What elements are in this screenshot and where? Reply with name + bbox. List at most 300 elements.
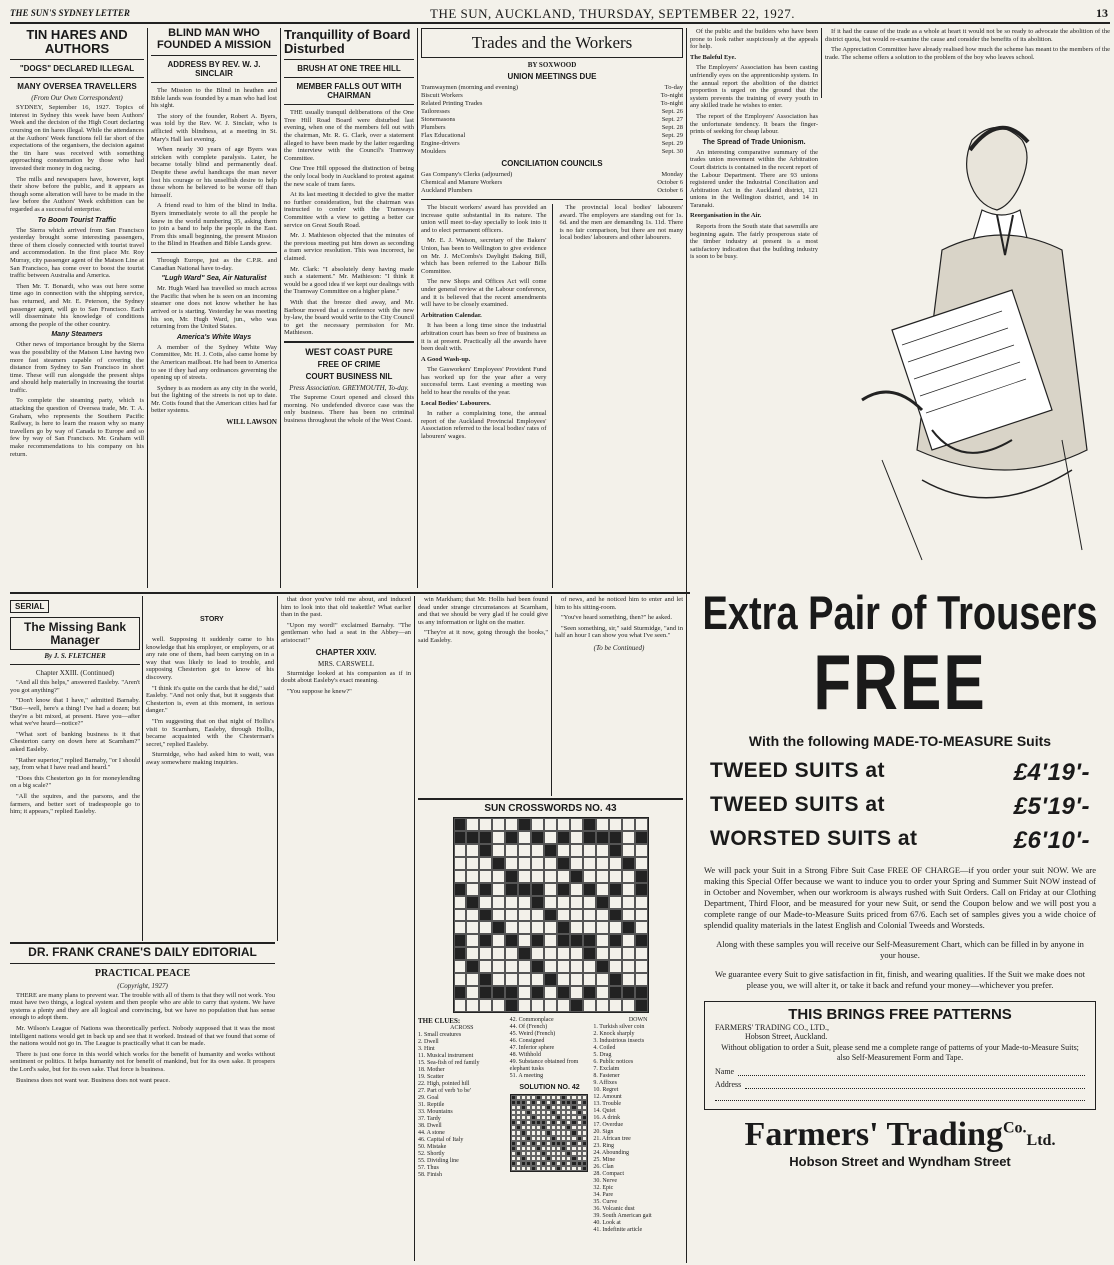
crossword-cell[interactable] [557, 818, 570, 831]
suit-name: WORSTED SUITS at [710, 827, 918, 850]
crossword-cell[interactable] [505, 973, 518, 986]
headline: Tranquillity of Board Disturbed [284, 28, 411, 56]
crossword-cell[interactable] [596, 921, 609, 934]
crossword-title: SUN CROSSWORDS NO. 43 [484, 803, 617, 814]
crossword-cell[interactable] [454, 844, 467, 857]
crossword-cell[interactable] [531, 921, 544, 934]
address-field[interactable]: Address [715, 1080, 1085, 1089]
subhead: America's White Ways [176, 333, 252, 341]
crossword-cell[interactable] [531, 857, 544, 870]
crossword-cell[interactable] [583, 999, 596, 1012]
crossword-cell[interactable] [583, 857, 596, 870]
paragraph: With that the breeze died away, and Mr. Barbour moved that a conference with the new by-law, the board would write to the City Council to get the necessary permission for Mr. Mathieson. [284, 298, 414, 337]
crossword-cell[interactable] [518, 986, 531, 999]
crossword-cell[interactable] [544, 870, 557, 883]
crossword-cell[interactable] [570, 857, 583, 870]
crossword-cell[interactable] [570, 947, 583, 960]
clue: 9. Affixes [593, 1080, 617, 1086]
crossword-cell[interactable] [609, 896, 622, 909]
crossword-cell [570, 934, 583, 947]
column-tag: THE SUN'S SYDNEY LETTER [10, 8, 130, 18]
crossword-cell[interactable] [544, 896, 557, 909]
crossword-cell[interactable] [557, 999, 570, 1012]
crossword-cell[interactable] [635, 909, 648, 922]
crossword-cell[interactable] [609, 999, 622, 1012]
crossword-cell [622, 857, 635, 870]
subhead: To Boom Tourist Traffic [37, 216, 117, 224]
crossword-cell [635, 870, 648, 883]
crossword-grid[interactable] [453, 817, 649, 1013]
crossword-cell[interactable] [570, 986, 583, 999]
crossword-cell[interactable] [466, 973, 479, 986]
row-date: To-day [664, 84, 683, 91]
crossword-cell[interactable] [596, 986, 609, 999]
crossword-cell [454, 818, 467, 831]
crossword-cell[interactable] [505, 960, 518, 973]
row-date: To-night [660, 92, 683, 99]
crossword-cell[interactable] [454, 999, 467, 1012]
crossword-cell [557, 934, 570, 947]
paragraph: SYDNEY, September 16, 1927. Topics of interest in Sydney this week have been Authors' Week and the decision of the High Court declaring coursing on tin hares illegal. While the attendances at the Authors' Week functions fell far short of the expectations of the organisers, the decision against the tin hare was received with something approaching consternation by those who had invested their money in dog racing. [10, 104, 144, 173]
crossword-cell[interactable] [518, 844, 531, 857]
crossword-cell[interactable] [466, 883, 479, 896]
crossword-cell[interactable] [492, 947, 505, 960]
crossword-cell[interactable] [505, 857, 518, 870]
crossword-cell[interactable] [492, 831, 505, 844]
crossword-cell[interactable] [505, 818, 518, 831]
crossword-cell[interactable] [596, 947, 609, 960]
crossword-cell[interactable] [635, 921, 648, 934]
clue: 19. Scatter [418, 1074, 444, 1080]
clue: 44. A stone [418, 1130, 445, 1136]
crossword-cell[interactable] [596, 870, 609, 883]
crossword-cell[interactable] [635, 896, 648, 909]
crossword-cell[interactable] [622, 870, 635, 883]
crossword-cell[interactable] [635, 857, 648, 870]
crossword-cell[interactable] [609, 960, 622, 973]
paragraph: The story of the founder, Robert A. Byers, was told by the Rev. W. J. Sinclair, who is afflicted with blindness, at a meeting in St. Mary's Hall last evening. [151, 112, 277, 143]
crossword-cell[interactable] [454, 973, 467, 986]
row-name: Moulders [421, 148, 446, 155]
crossword-cell[interactable] [583, 973, 596, 986]
article-apprentices [690, 28, 818, 388]
crossword-cell[interactable] [635, 960, 648, 973]
paragraph: Mr. Wilson's League of Nations was theoretically perfect. Nobody supposed that it was the most intelligent nations would get in back up and see that it worked. Instead of that we found that some of the nations would not go in. The League is practically what it can be made. [10, 1024, 275, 1048]
column-rule [414, 596, 415, 1261]
row-date: Sept. 28 [661, 124, 683, 131]
crossword-cell[interactable] [531, 818, 544, 831]
crossword-cell[interactable] [570, 896, 583, 909]
article-quota [825, 28, 1110, 98]
paragraph: Mr. Clark: "I absolutely deny having made such a statement." Mr. Mathieson: "I think it would be a good idea if we kept our dealings with the Tramway Committee on a higher plane." [284, 265, 414, 296]
brand-address: Hobson Street and Wyndham Street [789, 1154, 1011, 1169]
councils-list [421, 171, 683, 195]
crossword-cell[interactable] [557, 896, 570, 909]
suit-list [710, 759, 1090, 855]
crossword-cell[interactable] [505, 909, 518, 922]
chapter: Chapter XXIII. (Continued) [35, 669, 115, 678]
row-date: Sept. 30 [661, 148, 683, 155]
crossword-cell[interactable] [596, 883, 609, 896]
crossword-cell[interactable] [635, 818, 648, 831]
crossword-cell[interactable] [518, 999, 531, 1012]
to-be-continued: (To be Continued) [593, 643, 645, 652]
coupon[interactable] [704, 1001, 1096, 1110]
paragraph: One Tree Hill opposed the distinction of being the only local body in Auckland to protest against the new scale of tram fares. [284, 165, 414, 188]
paragraph: It has been a long time since the industrial arbitration court has been so free of business as it is at present. Practically all the awards have been dealt with. [421, 322, 547, 353]
paragraph: Mr. E. J. Watson, secretary of the Bakers' Union, has been to Wellington to give evidence on Mr. J. McCombs's Daylight Baking Bill, which has been referred to the Labour Bills Committee. [421, 237, 547, 275]
crossword-cell [544, 909, 557, 922]
crossword-cell[interactable] [479, 818, 492, 831]
crossword-cell[interactable] [492, 870, 505, 883]
crossword-cell[interactable] [492, 896, 505, 909]
crossword-cell[interactable] [583, 870, 596, 883]
crossword-cell [557, 921, 570, 934]
serial-col-5 [555, 596, 683, 796]
crossword-cell [505, 999, 518, 1012]
crossword-cell[interactable] [557, 973, 570, 986]
crossword-cell[interactable] [557, 947, 570, 960]
crossword-cell[interactable] [492, 973, 505, 986]
across-head: ACROSS [450, 1025, 474, 1031]
crossword-cell[interactable] [518, 909, 531, 922]
paragraph: The Employers' Association has been casting unfriendly eyes on the apprenticeship system. In the annual report the abolition of the district proportion is urged on the ground that the system prevents the training of every youth in any skilled trade he wishes to enter. [690, 64, 818, 110]
paragraph: "Don't know that I have," admitted Barnaby. "But—well, here's a thing! I've had a dozen; but they're a bit mixed, at present. Have you—after what we've heard—notice?" [10, 697, 140, 728]
subhead: MEMBER FALLS OUT WITH CHAIRMAN [296, 82, 402, 101]
crossword-cell[interactable] [492, 909, 505, 922]
paragraph: "You suppose he knew?" [287, 687, 352, 695]
crossword-cell [557, 883, 570, 896]
column-rule [277, 596, 278, 941]
crossword-cell [518, 947, 531, 960]
crossword-cell[interactable] [622, 896, 635, 909]
crossword-cell[interactable] [466, 986, 479, 999]
crossword-cell [531, 934, 544, 947]
ad-body: We will pack your Suit in a Strong Fibre Suit Case FREE OF CHARGE—if you order your suit NOW. We are making this Special Offer because we want to induce you to order your Spring and Summer Suit NOW instead of in October and November, when our workroom is always rushed with Suit Orders. Call on Friday at our Clothing Department, Third Floor, and be measured for your new Suit, or send the Coupon below and we will post you a complete range of our Made-to-Measure Suits priced from 67/6. Each set of samples gives you a wide choice of splendid quality materials in the latest English and Colonial Tweeds and Worsteds. [704, 865, 1096, 930]
clue: 55. Dividing line [418, 1158, 459, 1164]
crossword-cell[interactable] [622, 999, 635, 1012]
crossword-cell[interactable] [479, 947, 492, 960]
subhead: MANY OVERSEA TRAVELLERS [17, 82, 137, 92]
paragraph: "What sort of banking business is it that Chesterton carry on down here at Scarnham?" asked Easleby. [10, 730, 140, 753]
crossword-cell[interactable] [622, 934, 635, 947]
crossword-cell[interactable] [544, 818, 557, 831]
crossword-cell [466, 960, 479, 973]
crossword-cell[interactable] [466, 870, 479, 883]
solution-grid [510, 1094, 588, 1172]
row-name: Chemical and Manure Workers [421, 179, 503, 186]
crossword-cell[interactable] [479, 999, 492, 1012]
crossword-cell[interactable] [518, 921, 531, 934]
crossword-cell[interactable] [609, 947, 622, 960]
article-blind-mission [151, 28, 277, 588]
paragraph: of news, and he noticed him to enter and let him to his sitting-room. [555, 596, 683, 611]
clue: 34. Pare [593, 1192, 614, 1198]
meetings-list [421, 84, 683, 156]
crossword-cell[interactable] [544, 934, 557, 947]
page-number: 13 [1096, 6, 1108, 20]
crossword-cell[interactable] [544, 947, 557, 960]
crossword-cell[interactable] [518, 831, 531, 844]
column-rule [142, 596, 143, 941]
crossword-cell[interactable] [596, 818, 609, 831]
clue: 29. Goal [418, 1095, 439, 1101]
editorial-headline: DR. FRANK CRANE'S DAILY EDITORIAL [28, 946, 257, 959]
clue: 22. High, pointed hill [418, 1081, 470, 1087]
crossword-cell[interactable] [466, 909, 479, 922]
clue: 58. Finish [418, 1172, 443, 1178]
crossword-cell[interactable] [466, 934, 479, 947]
crossword-cell[interactable] [570, 921, 583, 934]
serial-title: The Missing Bank Manager [23, 620, 127, 647]
ad-headline: Extra Pair of Trousers [702, 587, 1098, 641]
crossword-cell[interactable] [570, 960, 583, 973]
crossword-cell[interactable] [557, 960, 570, 973]
crossword-cell [492, 986, 505, 999]
clue: 8. Fastener [593, 1073, 620, 1079]
crossword-cell[interactable] [531, 870, 544, 883]
crossword-cell[interactable] [466, 844, 479, 857]
crossword-cell[interactable] [479, 960, 492, 973]
crossword-cell[interactable] [466, 947, 479, 960]
paragraph: "Upon my word!" exclaimed Barnaby. "The gentleman who had a seat in the Abbey—an aristocrat!" [281, 621, 411, 644]
clue: 44. Of (French) [509, 1024, 548, 1030]
crossword-cell[interactable] [544, 857, 557, 870]
crossword-cell[interactable] [492, 960, 505, 973]
crossword-cell[interactable] [492, 999, 505, 1012]
council-row [421, 179, 683, 187]
crossword-cell[interactable] [622, 973, 635, 986]
crossword-cell[interactable] [622, 960, 635, 973]
meeting-row [421, 132, 683, 140]
crossword-cell [596, 896, 609, 909]
crossword-cell[interactable] [531, 973, 544, 986]
crossword-cell [454, 934, 467, 947]
serial-col-2 [146, 636, 274, 941]
crossword-cell[interactable] [505, 896, 518, 909]
crossword-cell[interactable] [518, 896, 531, 909]
address-field-2[interactable] [715, 1093, 1085, 1101]
suit-name: TWEED SUITS at [710, 759, 886, 782]
subhead: The Spread of Trade Unionism. [702, 138, 806, 146]
crossword-cell[interactable] [570, 818, 583, 831]
article-board-disturbed [284, 28, 414, 588]
crossword-cell[interactable] [609, 921, 622, 934]
coupon-head: THIS BRINGS FREE PATTERNS [788, 1006, 1012, 1023]
row-date: Sept. 29 [661, 140, 683, 147]
column-rule [147, 28, 148, 588]
crossword-cell[interactable] [505, 844, 518, 857]
crossword-cell[interactable] [454, 896, 467, 909]
meeting-row [421, 140, 683, 148]
crossword-cell [609, 986, 622, 999]
crossword-cell[interactable] [596, 934, 609, 947]
crossword-cell[interactable] [479, 870, 492, 883]
clue: 45. Weird (French) [509, 1031, 556, 1037]
paragraph: "All the squires, and the parsons, and the farmers, and better sort of tradespeople go to him; it appears," replied Easleby. [10, 792, 140, 816]
crossword-cell[interactable] [466, 857, 479, 870]
paragraph: At its last meeting it decided to give the matter no further consideration, but the chairman was instructed to confer with the Tramways Committee with a view to getting a better car service on Great South Road. [284, 191, 414, 229]
meeting-row [421, 108, 683, 116]
paragraph: "They're at it now, going through the books," said Easleby. [418, 629, 548, 644]
crossword-cell[interactable] [557, 870, 570, 883]
row-date: Monday [661, 171, 683, 178]
crossword-cell [583, 818, 596, 831]
crossword-cell[interactable] [609, 870, 622, 883]
crossword-cell[interactable] [492, 883, 505, 896]
suit-offer [710, 759, 1090, 787]
suit-price: £4'19'- [1013, 759, 1090, 786]
crossword-cell[interactable] [635, 844, 648, 857]
column-rule [551, 596, 552, 796]
column-rule [686, 588, 687, 1263]
row-name: Engine-drivers [421, 140, 460, 147]
paragraph: Through Europe, just as the C.P.R. and Canadian National have to-day. [151, 256, 277, 272]
crossword-cell [505, 986, 518, 999]
crossword-cell[interactable] [609, 818, 622, 831]
crossword-cell[interactable] [570, 844, 583, 857]
crossword-cell[interactable] [518, 973, 531, 986]
crossword-cell[interactable] [635, 947, 648, 960]
clue: 23. Ring [593, 1143, 615, 1149]
crossword-cell [557, 831, 570, 844]
crossword-cell[interactable] [570, 883, 583, 896]
crossword-cell[interactable] [466, 921, 479, 934]
crossword-cell[interactable] [492, 934, 505, 947]
crossword-cell[interactable] [596, 857, 609, 870]
headline: BLIND MAN WHO FOUNDED A MISSION [156, 28, 272, 51]
crossword-cell[interactable] [622, 909, 635, 922]
crossword-cell [544, 973, 557, 986]
paragraph: Sydney is as modern as any city in the world, but the lighting of the streets is not up to date. Mr. Cotis found that the American cities had far better systems. [151, 384, 277, 415]
ad-with-line: With the following MADE-TO-MEASURE Suits [748, 733, 1052, 749]
crossword-cell[interactable] [622, 831, 635, 844]
crossword-cell[interactable] [544, 883, 557, 896]
box-headline: WEST COAST PURE [305, 346, 393, 357]
down-clues [593, 1024, 683, 1234]
crossword-cell[interactable] [454, 870, 467, 883]
crossword-cell[interactable] [609, 857, 622, 870]
crossword-cell[interactable] [544, 921, 557, 934]
crossword-cell [479, 844, 492, 857]
crossword-cell [531, 960, 544, 973]
crossword-cell[interactable] [505, 921, 518, 934]
byline: (From Our Own Correspondent) [31, 94, 123, 103]
clue: 36. Volcanic dust [593, 1206, 635, 1212]
crossword-cell[interactable] [583, 844, 596, 857]
crossword-cell[interactable] [479, 896, 492, 909]
crossword-cell [583, 934, 596, 947]
crossword-cell[interactable] [544, 999, 557, 1012]
crossword-cell[interactable] [492, 818, 505, 831]
crossword-cell[interactable] [544, 960, 557, 973]
suit-price: £6'10'- [1013, 827, 1090, 854]
crossword-cell[interactable] [505, 947, 518, 960]
ad-headline-free: FREE [813, 640, 987, 727]
clue: 57. Thus [418, 1165, 439, 1171]
crossword-cell[interactable] [596, 909, 609, 922]
crossword-cell[interactable] [596, 973, 609, 986]
crossword-cell [583, 947, 596, 960]
clue: 38. Dwell [418, 1123, 442, 1129]
crossword-cell[interactable] [492, 844, 505, 857]
crossword-cell[interactable] [518, 960, 531, 973]
signoff: WILL LAWSON [226, 418, 277, 427]
crossword-cell[interactable] [570, 909, 583, 922]
crossword-cell[interactable] [531, 909, 544, 922]
paragraph: There is just one force in this world which works for the benefit of humanity and works without sentiment or politics. It helps humanity not for benefit of mankind, but for its own sake. It prospers the Lord's sake, but for its own sake. That force is business. [10, 1050, 275, 1073]
crossword-cell[interactable] [518, 857, 531, 870]
crossword-cell[interactable] [635, 973, 648, 986]
crossword-cell [583, 831, 596, 844]
crossword-cell[interactable] [622, 844, 635, 857]
crossword-cell[interactable] [466, 818, 479, 831]
crossword-cell[interactable] [622, 818, 635, 831]
crossword-cell[interactable] [557, 909, 570, 922]
crossword-cell[interactable] [583, 921, 596, 934]
crossword-cell[interactable] [583, 896, 596, 909]
crossword-cell[interactable] [518, 934, 531, 947]
crossword-cell [609, 934, 622, 947]
crossword-cell [635, 999, 648, 1012]
crossword-cell[interactable] [518, 870, 531, 883]
clue: 21. African tree [593, 1136, 631, 1142]
crossword-cell[interactable] [466, 999, 479, 1012]
crossword-cell[interactable] [454, 960, 467, 973]
row-date: Sept. 29 [661, 132, 683, 139]
meeting-row [421, 92, 683, 100]
paragraph: To complete the steaming party, which is attacking the question of Oversea trade, Mr. T. A. Graham, who represents the Southern Pacific Railway, is here to learn the reason why so many travellers go by way of Canada to Europe and so few by way of San Francisco. Mr. Graham will make recommendations to his company on his return. [10, 397, 144, 458]
crossword-cell[interactable] [622, 947, 635, 960]
row-date: Sept. 26 [661, 108, 683, 115]
name-field[interactable]: Name [715, 1067, 1085, 1076]
crossword-cell[interactable] [596, 844, 609, 857]
crossword-cell[interactable] [454, 921, 467, 934]
crossword-cell[interactable] [454, 857, 467, 870]
clue: 48. Withhold [509, 1052, 541, 1058]
crossword-cell[interactable] [583, 960, 596, 973]
crossword-cell[interactable] [479, 921, 492, 934]
crossword-cell[interactable] [570, 831, 583, 844]
clue: 4. Coiled [593, 1045, 616, 1051]
crossword [418, 800, 683, 1262]
row-name: Auckland Plumbers [421, 187, 473, 194]
paragraph: Sturmidge looked at his companion as if in doubt about Easleby's exact meaning. [281, 669, 411, 685]
crossword-cell [454, 986, 467, 999]
crossword-cell[interactable] [454, 909, 467, 922]
clue: 52. Shortly [418, 1151, 445, 1157]
crossword-cell[interactable] [622, 883, 635, 896]
crossword-cell[interactable] [531, 947, 544, 960]
paragraph: The Supreme Court opened and closed this morning. No undefended divorce case was the only business. There has been no criminal business throughout the whole of the West Coast. [284, 393, 414, 424]
crossword-cell[interactable] [531, 999, 544, 1012]
crossword-cell[interactable] [544, 831, 557, 844]
crossword-cell [622, 921, 635, 934]
crossword-cell [557, 857, 570, 870]
clue: 51. A meeting [509, 1073, 544, 1079]
crossword-cell[interactable] [544, 986, 557, 999]
crossword-cell[interactable] [596, 999, 609, 1012]
crossword-cell[interactable] [557, 844, 570, 857]
crossword-cell[interactable] [570, 973, 583, 986]
paragraph: If it had the cause of the trade as a whole at heart it would not be so ready to advocate the abolition of the district quota, but would re-examine the cause and consider the benefits of its abolition. [825, 28, 1110, 43]
man-reading-illustration [822, 100, 1110, 580]
subhead: BRUSH AT ONE TREE HILL [297, 64, 401, 74]
crossword-cell[interactable] [583, 909, 596, 922]
crossword-cell[interactable] [479, 857, 492, 870]
meeting-row [421, 100, 683, 108]
crossword-cell[interactable] [531, 844, 544, 857]
